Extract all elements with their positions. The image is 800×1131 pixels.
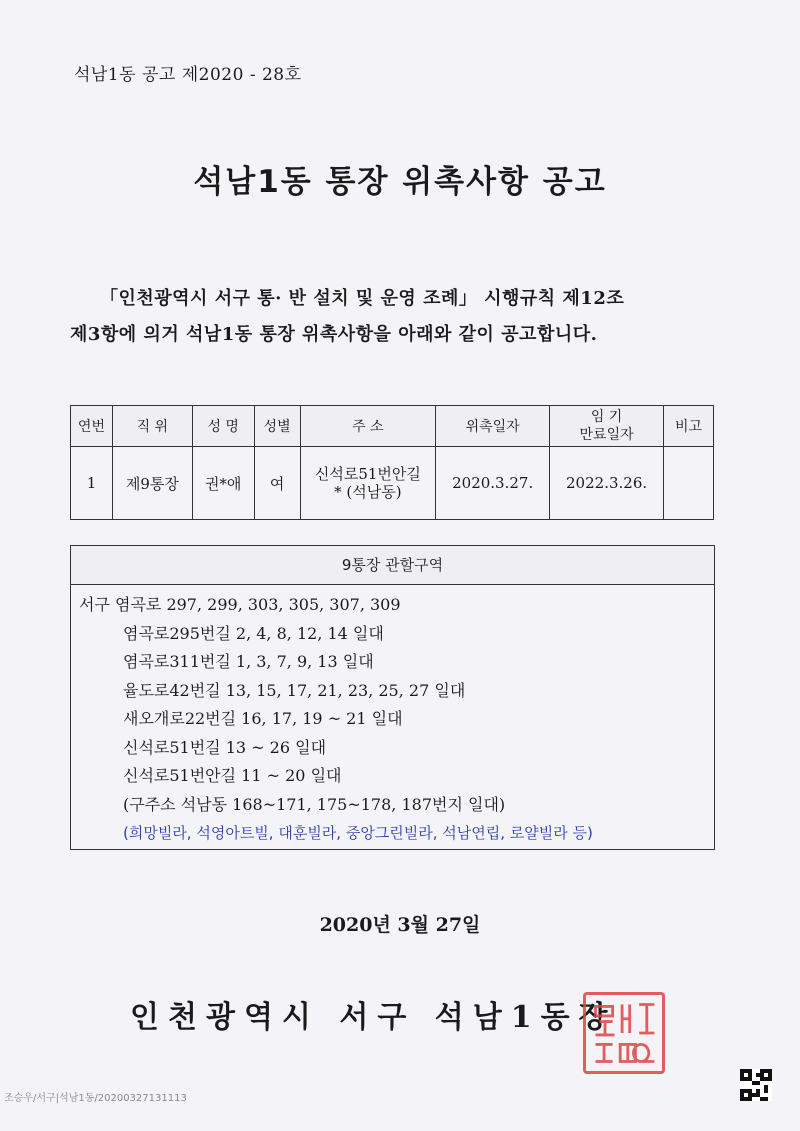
notice-date: 2020년 3월 27일: [319, 914, 481, 936]
header-no: 연번: [71, 406, 113, 447]
header-position: 직 위: [112, 406, 192, 447]
table-header-row: [71, 406, 714, 447]
jurisdiction-box: [70, 545, 715, 850]
qr-code-icon: [740, 1069, 772, 1101]
cell-gender: 여: [254, 447, 300, 520]
header-term-end: [550, 406, 664, 447]
appointment-table: [70, 405, 714, 520]
header-appointed-date: 위촉일자: [436, 406, 550, 447]
list-item: 율도로42번길 13, 15, 17, 21, 23, 25, 27 일대: [123, 680, 466, 700]
cell-address-line1: 신석로51번안길: [314, 465, 421, 483]
jurisdiction-note: (희망빌라, 석영아트빌, 대훈빌라, 중앙그린빌라, 석남연립, 로얄빌라 등): [123, 824, 593, 842]
body-line-2: 제3항에 의거 석남1동 통장 위촉사항을 아래와 같이 공고합니다.: [70, 324, 598, 345]
header-term-end-line1: 임 기: [590, 409, 623, 425]
list-item: 신석로51번안길 11 ~ 20 일대: [123, 766, 342, 785]
notice-number: 석남1동 공고 제2020 - 28호: [74, 65, 302, 85]
cell-name: 권*애: [192, 447, 254, 520]
list-item: 염곡로295번길 2, 4, 8, 12, 14 일대: [123, 623, 384, 643]
header-remarks: 비고: [664, 406, 714, 447]
table-row: [71, 447, 714, 520]
list-item: 새오개로22번길 16, 17, 19 ~ 21 일대: [123, 709, 403, 728]
body-line-1: 「인천광역시 서구 통· 반 설치 및 운영 조례」 시행규칙 제12조: [100, 288, 625, 309]
cell-no: 1: [71, 447, 113, 520]
jurisdiction-title: 9통장 관할구역: [71, 546, 714, 585]
list-item: 신석로51번길 13 ~ 26 일대: [123, 737, 327, 757]
header-gender: 성별: [254, 406, 300, 447]
document-id: 조승우/서구|석남1동/20200327131113: [4, 1093, 187, 1104]
cell-address: [300, 447, 436, 520]
jurisdiction-first-line: 서구 염곡로 297, 299, 303, 305, 307, 309: [79, 595, 401, 614]
jurisdiction-list: [71, 585, 714, 848]
cell-term-end: 2022.3.26.: [550, 447, 664, 520]
cell-remarks: [664, 447, 714, 520]
header-name: 성 명: [192, 406, 254, 447]
list-item: (구주소 석남동 168~171, 175~178, 187번지 일대): [123, 794, 506, 814]
cell-appointed-date: 2020.3.27.: [436, 447, 550, 520]
list-item: 염곡로311번길 1, 3, 7, 9, 13 일대: [123, 652, 374, 671]
cell-position: 제9통장: [112, 447, 192, 520]
official-seal-icon: [583, 992, 665, 1074]
cell-address-line2: * (석남동): [334, 483, 402, 501]
header-term-end-line2: 만료일자: [579, 427, 634, 443]
header-address: 주 소: [300, 406, 436, 447]
page-title: 석남1동 통장 위촉사항 공고: [193, 164, 607, 200]
issuer-name: 인천광역시 서구 석남1동장: [130, 1000, 617, 1035]
